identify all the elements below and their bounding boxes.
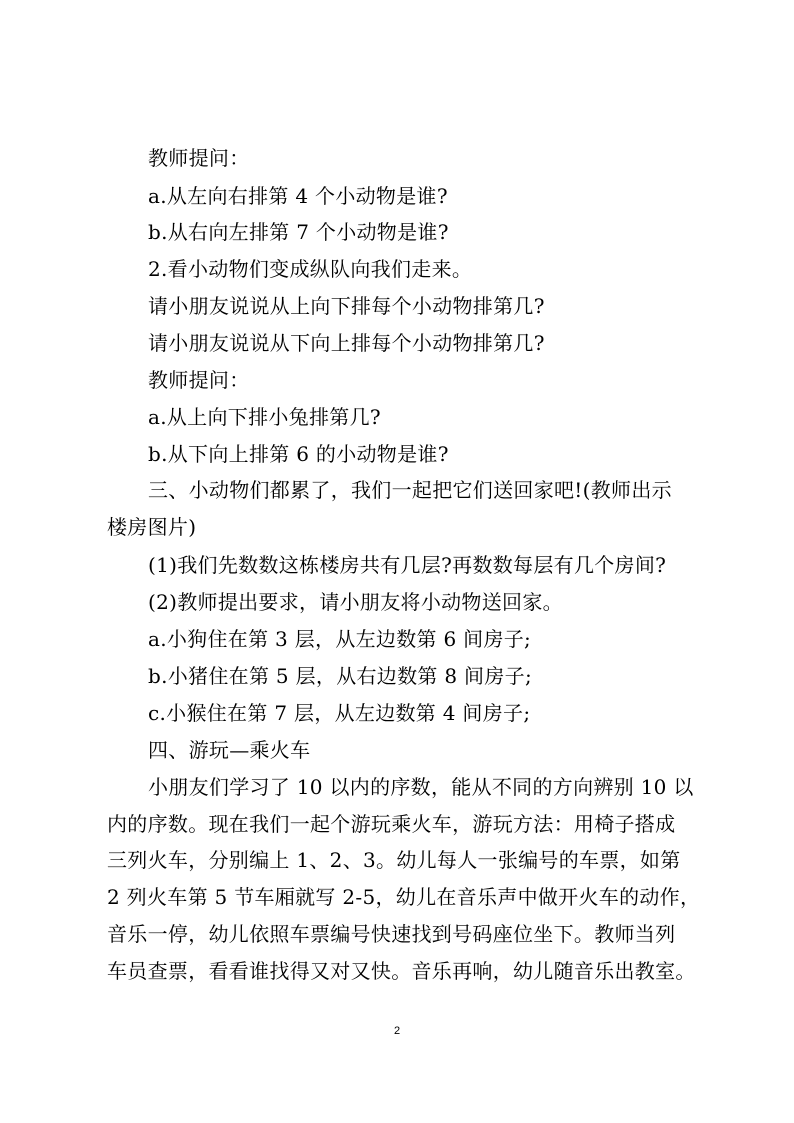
teacher-question-heading-2: 教师提问： <box>148 368 250 392</box>
paragraph-line-2: 内的序数。现在我们一起个游玩乘火车，游玩方法：用椅子搭成 <box>107 812 676 836</box>
step-1-count-floors: (1)我们先数数这栋楼房共有几层?再数数每层有几个房间? <box>148 553 667 577</box>
prompt-bottom-to-top: 请小朋友说说从下向上排每个小动物排第几? <box>148 331 545 355</box>
teacher-question-heading: 教师提问： <box>148 146 250 170</box>
question-a-left-to-right: a.从左向右排第 4 个小动物是谁? <box>148 184 448 208</box>
question-b-sixth-animal: b.从下向上排第 6 的小动物是谁? <box>148 442 449 466</box>
question-a-rabbit-position: a.从上向下排小兔排第几? <box>148 405 381 429</box>
task-b-pig: b.小猪住在第 5 层，从右边数第 8 间房子; <box>148 664 532 688</box>
section-3-heading: 三、小动物们都累了，我们一起把它们送回家吧!(教师出示 <box>148 478 672 502</box>
paragraph-line-5: 音乐一停，幼儿依照车票编号快速找到号码座位坐下。教师当列 <box>107 922 676 946</box>
paragraph-line-3: 三列火车，分别编上 1、2、3。幼儿每人一张编号的车票，如第 <box>107 848 681 872</box>
page-number: 2 <box>393 1025 401 1037</box>
step-2-column-formation: 2.看小动物们变成纵队向我们走来。 <box>148 257 473 281</box>
step-2-send-animals-home: (2)教师提出要求，请小朋友将小动物送回家。 <box>148 590 563 614</box>
prompt-top-to-bottom: 请小朋友说说从上向下排每个小动物排第几? <box>148 294 545 318</box>
question-b-right-to-left: b.从右向左排第 7 个小动物是谁? <box>148 220 449 244</box>
paragraph-line-6: 车员查票，看看谁找得又对又快。音乐再响，幼儿随音乐出教室。 <box>107 959 696 983</box>
paragraph-line-4: 2 列火车第 5 节车厢就写 2-5，幼儿在音乐声中做开火车的动作， <box>107 885 701 909</box>
task-a-dog: a.小狗住在第 3 层，从左边数第 6 间房子; <box>148 627 532 651</box>
paragraph-line-1: 小朋友们学习了 10 以内的序数，能从不同的方向辨别 10 以 <box>148 775 694 799</box>
task-c-monkey: c.小猴住在第 7 层，从左边数第 4 间房子; <box>148 701 531 725</box>
section-4-heading: 四、游玩—乘火车 <box>148 738 311 762</box>
section-3-heading-continued: 楼房图片) <box>107 515 197 539</box>
